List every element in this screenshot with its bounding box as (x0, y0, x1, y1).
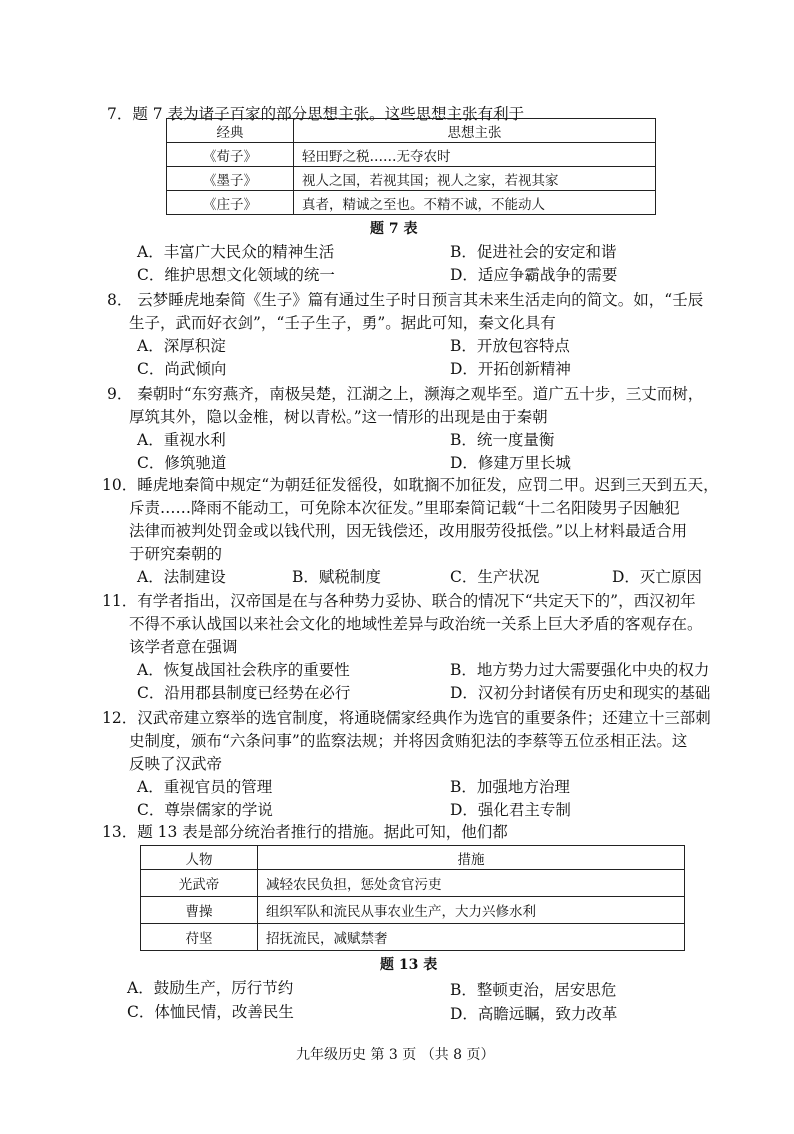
q8-stem-line: 生子，武而好衣剑”，“壬子生子，勇”。据此可知，秦文化具有 (129, 314, 556, 332)
q10-stem-line: 法律而被判处罚金或以钱代刑，因无钱偿还，改用服劳役抵偿。”以上材料最适合用 (129, 522, 688, 540)
q8-option-b[interactable]: B．开放包容特点 (450, 337, 570, 355)
q11-stem-line: 11．有学者指出，汉帝国是在与各种势力妥协、联合的情况下“共定天下的”，西汉初年 (102, 592, 696, 610)
table-header-cell: 思想主张 (294, 119, 656, 143)
q9-option-c[interactable]: C．修筑驰道 (137, 454, 227, 472)
table-cell: 减轻农民负担，惩处贪官污吏 (258, 870, 685, 897)
table-row (167, 191, 656, 215)
q8-option-a[interactable]: A．深厚积淀 (137, 337, 226, 355)
q12-option-c[interactable]: C．尊崇儒家的学说 (137, 801, 273, 819)
q9-option-d[interactable]: D．修建万里长城 (450, 454, 571, 472)
table-row (167, 143, 656, 167)
q13-option-a[interactable]: A．鼓励生产，厉行节约 (127, 979, 294, 997)
table-cell: 曹操 (141, 897, 258, 924)
table-cell: 轻田野之税……无夺农时 (294, 143, 656, 167)
q12-stem-line: 12．汉武帝建立察举的选官制度，将通晓儒家经典作为选官的重要条件；还建立十三部刺 (102, 709, 711, 727)
q13-table-caption: 题 13 表 (380, 957, 438, 973)
q12-stem-line: 史制度，颁布“六条问事”的监察法规；并将因贪贿犯法的李蔡等五位丞相正法。这 (129, 732, 688, 750)
q9-stem-line: 厚筑其外，隐以金椎，树以青松。”这一情形的出现是由于秦朝 (129, 408, 548, 426)
table-cell: 组织军队和流民从事农业生产，大力兴修水利 (258, 897, 685, 924)
table-row (141, 870, 685, 897)
q12-stem-line: 反映了汉武帝 (129, 755, 223, 773)
table-cell: 光武帝 (141, 870, 258, 897)
q9-option-a[interactable]: A．重视水利 (137, 431, 226, 449)
q8-option-c[interactable]: C．尚武倾向 (137, 360, 227, 378)
q12-option-a[interactable]: A．重视官员的管理 (137, 778, 273, 796)
q13-option-b[interactable]: B．整顿吏治，居安思危 (450, 981, 617, 999)
q11-stem-line: 该学者意在强调 (129, 638, 238, 656)
q11-stem-line: 不得不承认战国以来社会文化的地域性差异与政治统一关系上巨大矛盾的客观存在。 (129, 615, 703, 633)
q10-stem-line: 斥责……降雨不能动工，可免除本次征发。”里耶秦简记载“十二名阳陵男子因触犯 (129, 499, 680, 517)
q7-stem: 7．题 7 表为诸子百家的部分思想主张。这些思想主张有利于 (107, 105, 525, 123)
q7-option-b[interactable]: B．促进社会的安定和谐 (450, 243, 617, 261)
q11-option-c[interactable]: C．沿用郡县制度已经势在必行 (137, 684, 351, 702)
table-header-row (141, 846, 685, 870)
q12-option-b[interactable]: B．加强地方治理 (450, 778, 570, 796)
q10-option-d[interactable]: D．灭亡原因 (612, 568, 702, 586)
table-cell: 招抚流民，减赋禁奢 (258, 924, 685, 951)
table-cell: 《荀子》 (167, 143, 294, 167)
table-header-cell: 人物 (141, 846, 258, 870)
q11-option-b[interactable]: B．地方势力过大需要强化中央的权力 (450, 661, 710, 679)
table-row (167, 167, 656, 191)
q9-option-b[interactable]: B．统一度量衡 (450, 431, 555, 449)
q7-table-caption: 题 7 表 (370, 221, 418, 237)
q12-option-d[interactable]: D．强化君主专制 (450, 801, 571, 819)
table-header-row (167, 119, 656, 143)
table-header-cell: 经典 (167, 119, 294, 143)
q13-option-c[interactable]: C．体恤民情，改善民生 (127, 1003, 294, 1021)
page-footer: 九年级历史 第 3 页 （共 8 页） (296, 1047, 495, 1063)
q10-option-a[interactable]: A．法制建设 (137, 568, 226, 586)
q13-option-d[interactable]: D．高瞻远瞩，致力改革 (450, 1005, 618, 1023)
q10-option-b[interactable]: B．赋税制度 (292, 568, 381, 586)
q8-stem-line: 8． 云梦睡虎地秦简《生子》篇有通过生子时日预言其未来生活走向的简文。如，“壬辰 (107, 291, 704, 309)
table-cell: 《墨子》 (167, 167, 294, 191)
q13-table (140, 845, 685, 951)
q10-option-c[interactable]: C．生产状况 (450, 568, 540, 586)
table-cell: 真者，精诚之至也。不精不诚，不能动人 (294, 191, 656, 215)
q7-option-a[interactable]: A．丰富广大民众的精神生活 (137, 243, 335, 261)
q9-stem-line: 9． 秦朝时“东穷燕齐，南极吴楚，江湖之上，濒海之观毕至。道广五十步，三丈而树， (107, 385, 704, 403)
table-header-cell: 措施 (258, 846, 685, 870)
q10-stem-line: 于研究秦朝的 (129, 545, 223, 563)
q10-stem-line: 10．睡虎地秦简中规定“为朝廷征发徭役，如耽搁不加征发，应罚二甲。迟到三天到五天， (102, 476, 719, 494)
q11-option-d[interactable]: D．汉初分封诸侯有历史和现实的基础 (450, 684, 711, 702)
table-cell: 《庄子》 (167, 191, 294, 215)
q7-option-c[interactable]: C．维护思想文化领域的统一 (137, 266, 335, 284)
table-cell: 视人之国，若视其国；视人之家，若视其家 (294, 167, 656, 191)
q8-option-d[interactable]: D．开拓创新精神 (450, 360, 571, 378)
table-cell: 苻坚 (141, 924, 258, 951)
q11-option-a[interactable]: A．恢复战国社会秩序的重要性 (137, 661, 350, 679)
table-row (141, 924, 685, 951)
q13-stem: 13．题 13 表是部分统治者推行的措施。据此可知，他们都 (102, 823, 508, 841)
q7-table (166, 118, 656, 215)
table-row (141, 897, 685, 924)
q7-option-d[interactable]: D．适应争霸战争的需要 (450, 266, 618, 284)
